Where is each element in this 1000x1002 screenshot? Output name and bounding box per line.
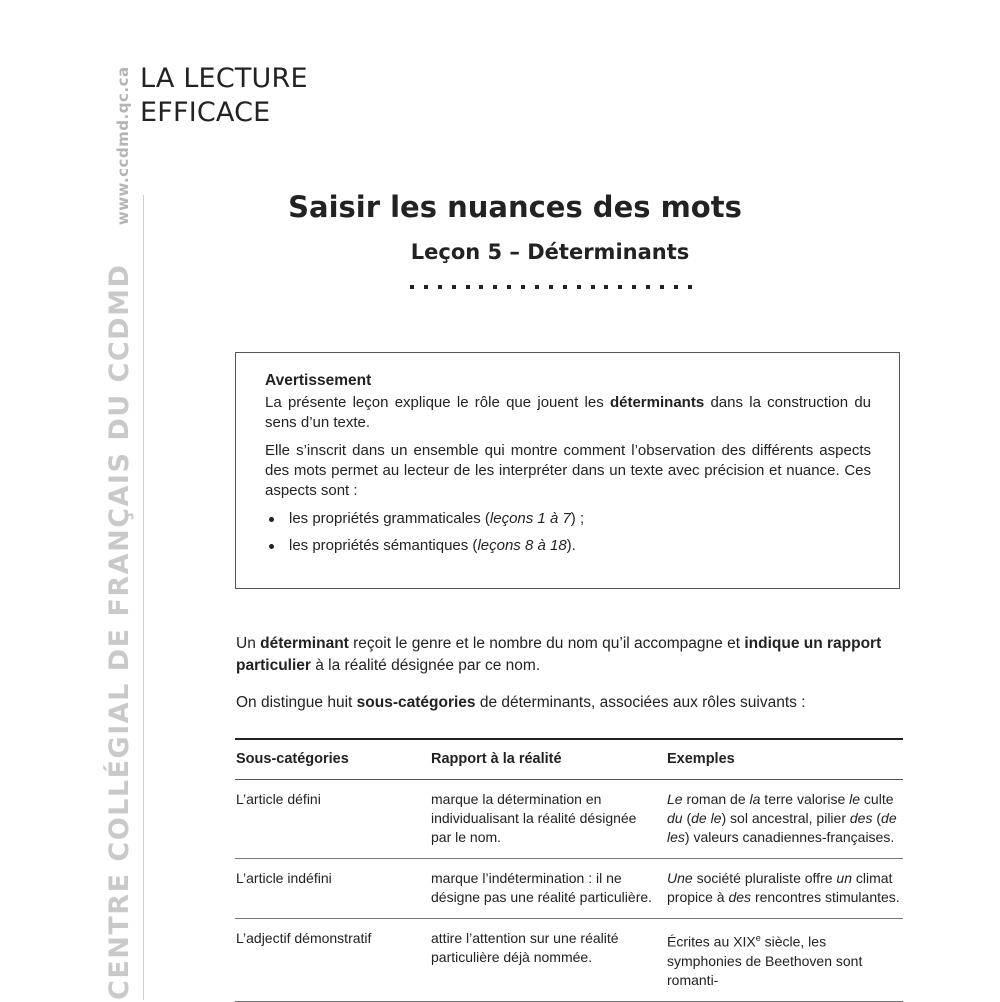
- list-item: les propriétés grammaticales (leçons 1 à 7) ;: [265, 509, 871, 529]
- row-example: Écrites au XIXe siècle, les symphonies de Beethoven sont romanti-: [667, 933, 863, 988]
- dotted-separator: [410, 280, 692, 294]
- table-header: [235, 740, 903, 780]
- page-title: Saisir les nuances des mots: [288, 190, 742, 224]
- row-category: L’article défini: [236, 791, 321, 807]
- table-row: [235, 859, 903, 919]
- header-subcategories: Sous-catégories: [236, 751, 349, 767]
- series-title: [140, 62, 308, 130]
- row-category: L’adjectif démonstratif: [236, 930, 372, 946]
- series-title-line2: EFFICACE: [140, 97, 271, 128]
- header-examples: Exemples: [667, 751, 735, 767]
- row-rapport: attire l’attention sur une réalité particulière déjà nommée.: [431, 930, 619, 965]
- row-category: L’article indéfini: [236, 870, 332, 886]
- warning-box: [235, 352, 900, 589]
- row-rapport: marque la détermination en individualisant la réalité désignée par le nom.: [431, 791, 637, 845]
- determinants-table: [235, 738, 903, 1002]
- header-rapport: Rapport à la réalité: [431, 751, 562, 767]
- page-subtitle: Leçon 5 – Déterminants: [410, 240, 690, 264]
- row-example: Le roman de la terre valorise le culte du (de le) sol ancestral, pilier des (de les) valeurs canadiennes-françaises.: [667, 791, 897, 845]
- side-url: www.ccdmd.qc.ca: [114, 66, 132, 226]
- warning-list: [265, 509, 871, 556]
- series-title-line1: LA LECTURE: [140, 63, 308, 94]
- intro-paragraph: Un déterminant reçoit le genre et le nombre du nom qu’il accompagne et indique un rapport particulier à la réalité désignée par ce nom.: [236, 635, 882, 674]
- list-item: les propriétés sémantiques (leçons 8 à 18).: [265, 536, 871, 556]
- table-row: [235, 780, 903, 859]
- side-rule: [143, 195, 144, 1000]
- row-rapport: marque l’indétermination : il ne désigne pas une réalité particulière.: [431, 870, 653, 905]
- table-row: [235, 919, 903, 1002]
- row-example: Une société pluraliste offre un climat propice à des rencontres stimulantes.: [667, 870, 900, 905]
- subcategories-paragraph: On distingue huit sous-catégories de déterminants, associées aux rôles suivants :: [236, 694, 806, 711]
- keyword-determinants: déterminants: [609, 394, 705, 411]
- warning-paragraph-2: Elle s’inscrit dans un ensemble qui montre comment l’observation des différents aspects des mots permet au lecteur de les interpréter dans un texte avec précision et nuance. Ces aspects sont :: [265, 442, 871, 499]
- warning-paragraph-1: La présente leçon explique le rôle que jouent les déterminants dans la construction du sens d’un texte.: [265, 394, 872, 431]
- warning-title: Avertissement: [265, 372, 372, 389]
- side-brand: CENTRE COLLÉGIAL DE FRANÇAIS DU CCDMD: [104, 263, 135, 1000]
